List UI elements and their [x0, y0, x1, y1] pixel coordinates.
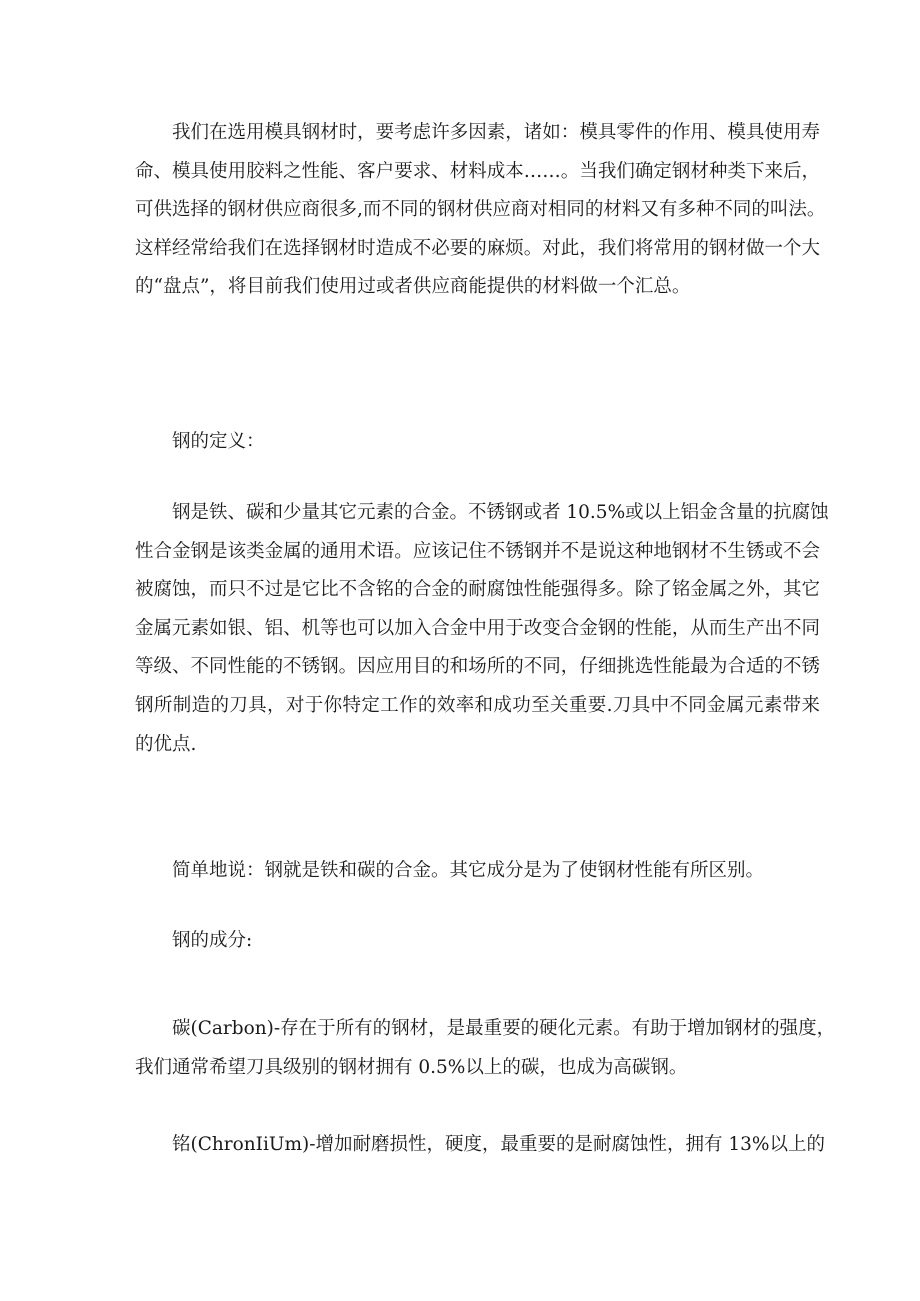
chromium-line: 铭(ChronIiUm)-增加耐磨损性，硬度，最重要的是耐腐蚀性，拥有 13%以上的	[172, 1134, 826, 1155]
definition-line: 性合金钢是该类金属的通用术语。应该记住不锈钢并不是说这种地钢材不生锈或不会	[135, 540, 820, 562]
carbon-line: 碳(Carbon)-存在于所有的钢材，是最重要的硬化元素。有助于增加钢材的强度，	[172, 1018, 836, 1039]
chromium-paragraph	[135, 1126, 826, 1165]
composition-heading	[135, 922, 820, 961]
carbon-paragraph	[135, 1010, 836, 1087]
composition-heading-text: 钢的成分:	[172, 930, 253, 951]
definition-paragraph	[135, 494, 829, 764]
intro-line: 命、模具使用胶料之性能、客户要求、材料成本……。当我们确定钢材种类下来后，	[135, 160, 820, 182]
simple-summary-text: 简单地说：钢就是铁和碳的合金。其它成分是为了使钢材性能有所区别。	[172, 860, 765, 881]
definition-line: 钢是铁、碳和少量其它元素的合金。不锈钢或者 10.5%或以上铝金含量的抗腐蚀	[172, 502, 829, 523]
intro-line: 的“盘点”，将目前我们使用过或者供应商能提供的材料做一个汇总。	[135, 276, 691, 298]
intro-line: 可供选择的钢材供应商很多,而不同的钢材供应商对相同的材料又有多种不同的叫法。	[135, 199, 826, 221]
definition-line: 的优点.	[135, 733, 197, 755]
definition-line: 被腐蚀，而只不过是它比不含铭的合金的耐腐蚀性能强得多。除了铭金属之外，其它	[135, 579, 820, 601]
carbon-line: 我们通常希望刀具级别的钢材拥有 0.5%以上的碳，也成为高碳钢。	[135, 1056, 688, 1078]
definition-line: 钢所制造的刀具，对于你特定工作的效率和成功至关重要.刀具中不同金属元素带来	[135, 694, 820, 716]
definition-heading-text: 钢的定义：	[172, 431, 265, 452]
intro-line: 这样经常给我们在选择钢材时造成不必要的麻烦。对此，我们将常用的钢材做一个大	[135, 237, 820, 259]
intro-paragraph	[135, 114, 826, 307]
simple-summary	[135, 852, 820, 891]
definition-line: 等级、不同性能的不锈钢。因应用目的和场所的不同，仔细挑选性能最为合适的不锈	[135, 656, 820, 678]
definition-line: 金属元素如银、铝、机等也可以加入合金中用于改变合金钢的性能，从而生产出不同	[135, 617, 820, 639]
intro-line: 我们在选用模具钢材时，要考虑许多因素，诸如：模具零件的作用、模具使用寿	[172, 122, 820, 143]
definition-heading	[135, 423, 820, 462]
